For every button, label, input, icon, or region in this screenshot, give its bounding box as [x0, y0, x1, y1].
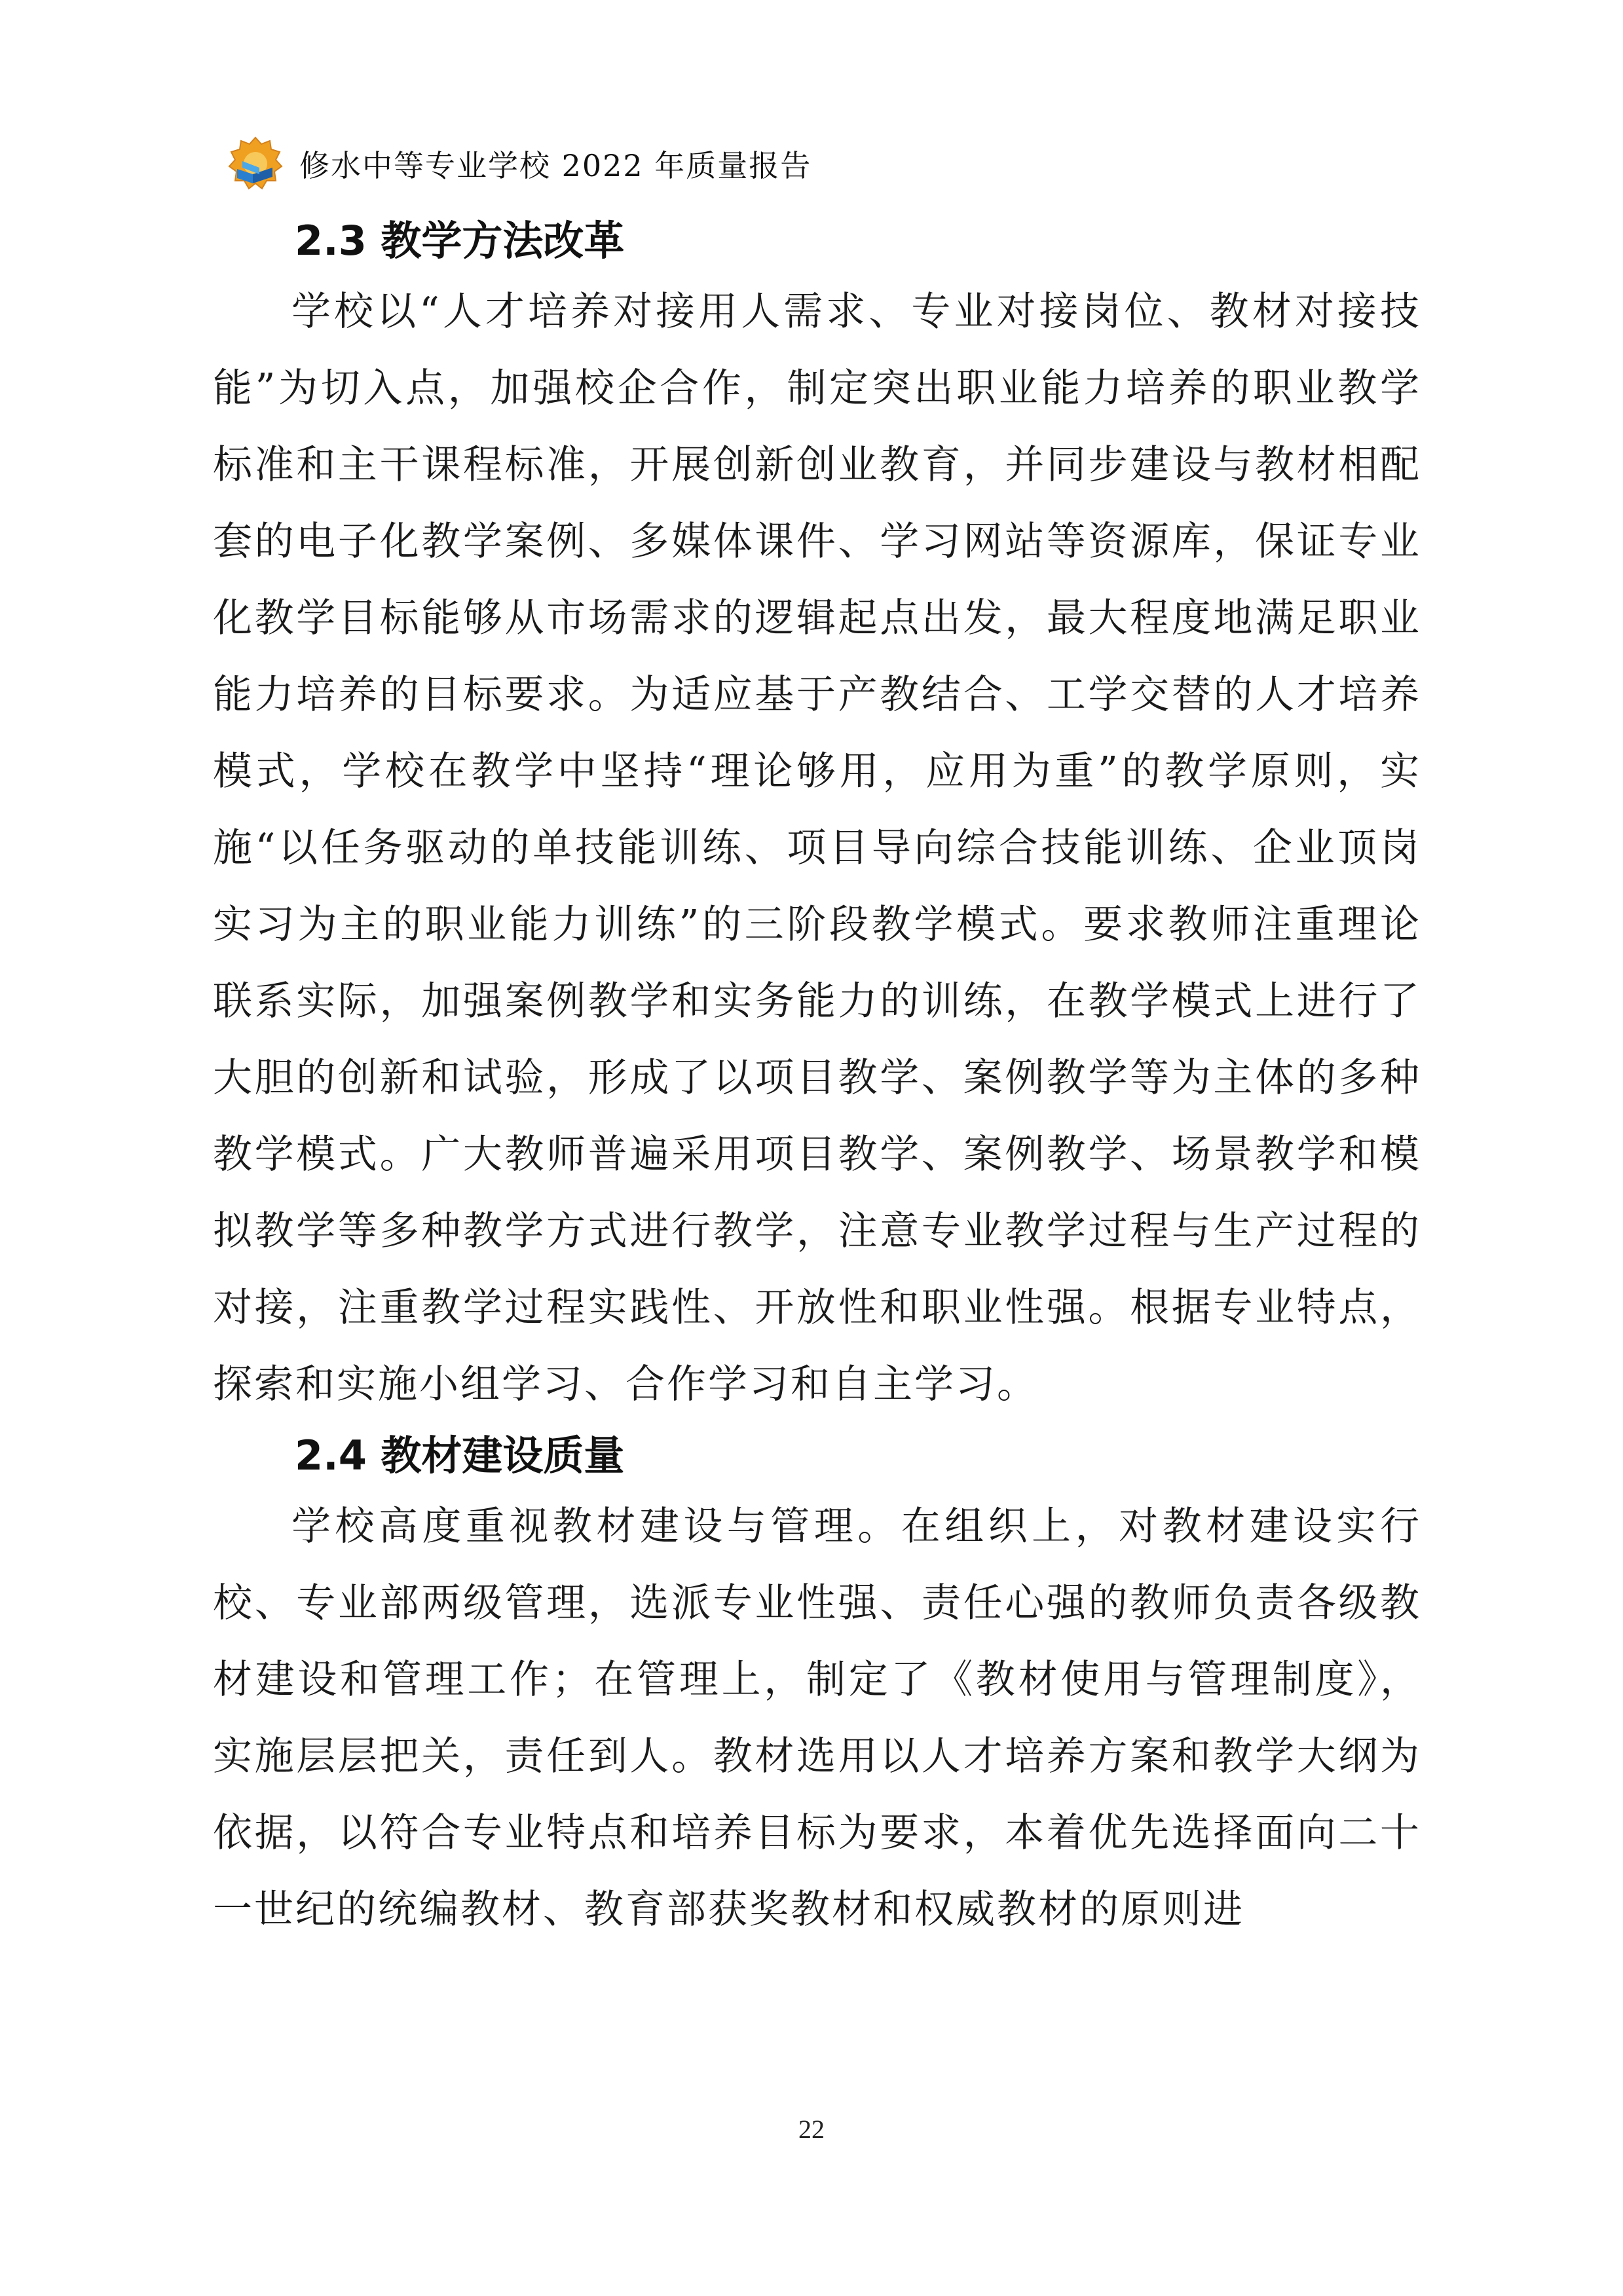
section-paragraph-teaching-methods: 学校以“人才培养对接用人需求、专业对接岗位、教材对接技能”为切入点，加强校企合作，制定突出职业能力培养的职业教学标准和主干课程标准，开展创新创业教育，并同步建设与教材相配套的电子化教学案例、多媒体课件、学习网站等资源库，保证专业化教学目标能够从市场需求的逻辑起点出发，最大程度地满足职业能力培养的目标要求。为适应基于产教结合、工学交替的人才培养模式，学校在教学中坚持“理论够用，应用为重”的教学原则，实施“以任务驱动的单技能训练、项目导向综合技能训练、企业顶岗实习为主的职业能力训练”的三阶段教学模式。要求教师注重理论联系实际，加强案例教学和实务能力的训练，在教学模式上进行了大胆的创新和试验，形成了以项目教学、案例教学等为主体的多种教学模式。广大教师普遍采用项目教学、案例教学、场景教学和模拟教学等多种教学方式进行教学，注意专业教学过程与生产过程的对接，注重教学过程实践性、开放性和职业性强。根据专业特点，探索和实施小组学习、合作学习和自主学习。 — [213, 289, 1421, 1407]
document-body — [213, 208, 1421, 1948]
section-paragraph-textbook-quality: 学校高度重视教材建设与管理。在组织上，对教材建设实行校、专业部两级管理，选派专业性强、责任心强的教师负责各级教材建设和管理工作；在管理上，制定了《教材使用与管理制度》，实施层层把关，责任到人。教材选用以人才培养方案和教学大纲为依据，以符合专业特点和培养目标为要求，本着优先选择面向二十一世纪的统编教材、教育部获奖教材和权威教材的原则进 — [213, 1504, 1421, 1933]
report-title: 修水中等专业学校 2022 年质量报告 — [299, 148, 812, 183]
section-heading-textbook-quality: 2.4 教材建设质量 — [295, 1432, 625, 1479]
section-heading-teaching-methods: 2.3 教学方法改革 — [295, 217, 625, 265]
school-emblem-icon — [226, 134, 285, 193]
page-number: 22 — [798, 2115, 825, 2144]
page-header — [226, 134, 811, 193]
